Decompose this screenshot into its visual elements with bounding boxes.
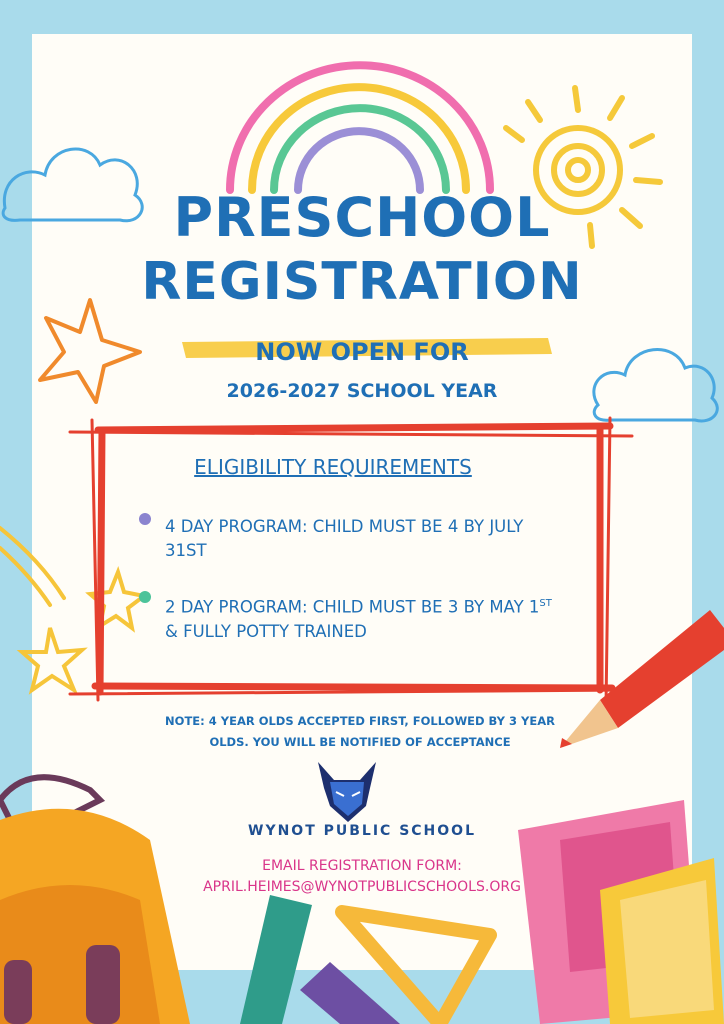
now-open-text: NOW OPEN FOR [255, 338, 469, 366]
school-name: WYNOT PUBLIC SCHOOL [248, 823, 476, 839]
rainbow-icon [230, 65, 490, 190]
note-text: NOTE: 4 YEAR OLDS ACCEPTED FIRST, FOLLOWED BY 3 YEAR OLDS. YOU WILL BE NOTIFIED OF ACCEPTANCE [165, 714, 555, 749]
requirement-1: 4 DAY PROGRAM: CHILD MUST BE 4 BY JULY 31ST [165, 517, 524, 560]
backpack-icon [0, 777, 190, 1024]
bullet-1 [139, 513, 151, 525]
eligibility-heading: ELIGIBILITY REQUIREMENTS [194, 455, 472, 479]
title-line-2: REGISTRATION [141, 252, 583, 312]
bullet-2 [139, 591, 151, 603]
email-address-link[interactable]: APRIL.HEIMES@WYNOTPUBLICSCHOOLS.ORG [203, 879, 521, 895]
pencil-icon [560, 610, 724, 748]
requirement-2-part-a: 2 DAY PROGRAM: CHILD MUST BE 3 BY MAY 1 [165, 597, 540, 617]
requirement-2-part-b: & FULLY POTTY TRAINED [165, 621, 367, 641]
school-year-text: 2026-2027 SCHOOL YEAR [226, 380, 498, 402]
devil-mascot-logo-icon [318, 762, 376, 822]
requirement-2-sup: ST [539, 598, 552, 609]
title-line-1: PRESCHOOL [173, 186, 551, 249]
email-label: EMAIL REGISTRATION FORM: [262, 858, 462, 874]
ruler-icon [240, 895, 312, 1024]
email-block [0, 856, 724, 898]
requirement-2 [165, 592, 565, 644]
shooting-star-icon [0, 528, 144, 690]
